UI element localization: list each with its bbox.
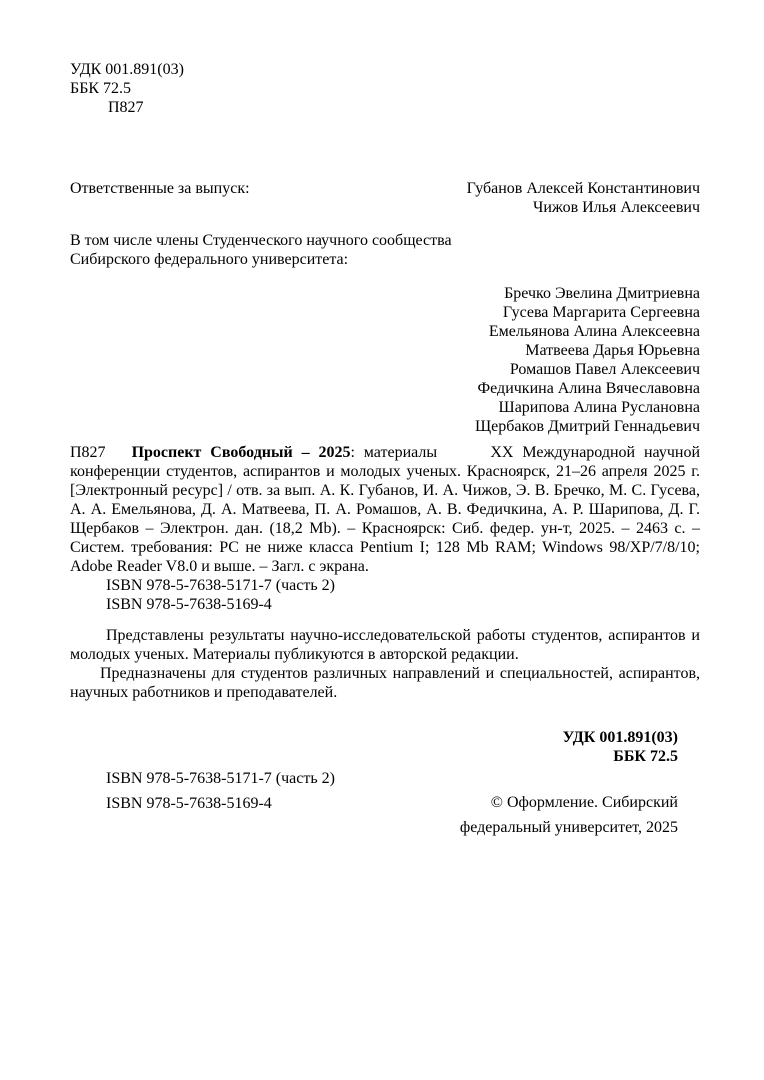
annotation-paragraph: Представлены результаты научно-исследовательской работы студентов, аспирантов и молодых ученых. Материалы публикуются в авторской редакции.: [70, 627, 700, 663]
members-intro-line: В том числе члены Студенческого научного сообщества: [70, 232, 452, 249]
author-sign-top: П827: [108, 99, 144, 116]
isbn-block: [70, 576, 700, 614]
member-name: Щербаков Дмитрий Геннадьевич: [475, 418, 700, 435]
top-classification-block: [70, 60, 700, 117]
member-name: Бречко Эвелина Дмитриевна: [504, 285, 700, 302]
member-name: Шарипова Алина Руслановна: [498, 399, 700, 416]
member-name: Федичкина Алина Вячеславовна: [477, 380, 700, 397]
copyright-block: [460, 793, 700, 837]
bottom-classification-block: [70, 728, 700, 766]
bib-text: : материалы XX Международной научной конференции студентов, аспирантов и молодых ученых. Красноярск, 21–26 апреля 2025 г. [Электронный ресурс] / отв. за вып. А. К. Губанов, И. А. Чижов, Э. В. Бречко, М. С. Гусева, А. А. Емельянова, Д. А. Матвеева, П. А. Ромашов, А. В. Федичкина, А. Р. Шарипова, Д. Г. Щербаков – Электрон. дан. (18,2 Mb). – Красноярск: Сиб. федер. ун-т, 2025. – 2463 с. – Систем. требования: PC не ниже класса Pentium I; 128 Mb RAM; Windows 98/XP/7/8/10; Adobe Reader V8.0 и выше. – Загл. с экрана.: [70, 444, 701, 575]
member-name: Гусева Маргарита Сергеевна: [502, 304, 700, 321]
copyright-line: © Оформление. Сибирский: [490, 794, 678, 811]
udk-code-bottom: УДК 001.891(03): [562, 729, 678, 746]
members-intro: [70, 231, 700, 269]
isbn-copyright-row: [70, 769, 700, 837]
annotation-block: [70, 626, 700, 702]
bbk-code-bottom: ББК 72.5: [613, 748, 678, 765]
bibliographic-entry: [70, 443, 700, 614]
responsible-name: Губанов Алексей Константинович: [466, 180, 700, 197]
responsible-names: [467, 179, 700, 217]
isbn-base-bottom: ISBN 978-5-7638-5169-4: [106, 795, 272, 812]
responsible-name: Чижов Илья Алексеевич: [532, 199, 700, 216]
members-list: [70, 284, 700, 436]
responsible-label: Ответственные за выпуск:: [70, 180, 250, 197]
member-name: Емельянова Алина Алексеевна: [488, 323, 700, 340]
isbn-part2: ISBN 978-5-7638-5171-7 (часть 2): [106, 577, 335, 594]
bib-title: Проспект Свободный – 2025: [131, 444, 351, 461]
udk-code-top: УДК 001.891(03): [70, 61, 184, 78]
isbn-block-bottom: [70, 769, 335, 837]
author-sign-entry: П827: [70, 444, 106, 461]
member-name: Ромашов Павел Алексеевич: [509, 361, 700, 378]
responsible-block: [70, 179, 700, 217]
members-intro-line: Сибирского федерального университета:: [70, 251, 349, 268]
isbn-base: ISBN 978-5-7638-5169-4: [106, 596, 272, 613]
bbk-code-top: ББК 72.5: [70, 80, 132, 97]
copyright-line: федеральный университет, 2025: [459, 819, 678, 836]
member-name: Матвеева Дарья Юрьевна: [525, 342, 700, 359]
annotation-paragraph: Предназначены для студентов различных направлений и специальностей, аспирантов, научных работников и преподавателей.: [70, 665, 700, 701]
isbn-part2-bottom: ISBN 978-5-7638-5171-7 (часть 2): [106, 770, 335, 787]
